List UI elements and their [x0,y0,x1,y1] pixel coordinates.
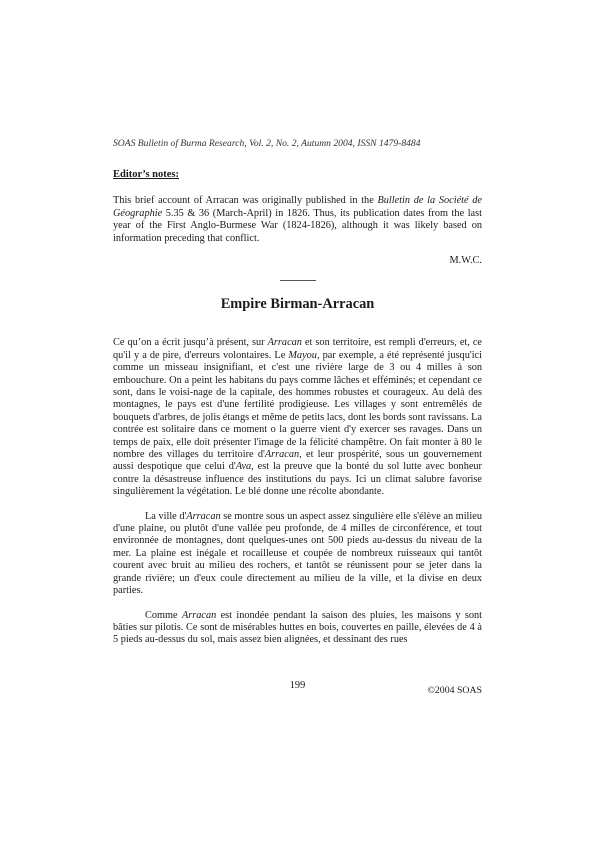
copyright-notice: ©2004 SOAS [427,685,482,696]
section-divider [280,280,316,281]
text-run: est inondée pendant la saison des pluies, les maisons y sont bâties sur pilotis. Ce sont de misérables huttes en bois, couvertes en paille, élevées de 4 à 5 pieds au-dessus du sol, mais assez bien alignées, et dessinant des rues [113,609,482,646]
paragraph [113,337,482,498]
place-name: Ava, [235,461,254,473]
paragraph [113,610,482,647]
editor-signature: M.W.C. [449,255,482,267]
notes-text-part: This brief account of Arracan was originally published in the [113,195,378,206]
text-run: Comme [145,609,182,621]
article-title: Empire Birman-Arracan [220,296,375,313]
place-name: Arracan [267,337,302,349]
notes-text-part: 5.35 & 36 (March-April) in 1826. Thus, its publication dates from the last year of the First Anglo-Burmese War (1824-1826), although it was likely based on information preceding that conflict. [113,207,482,244]
text-run: Ce qu’on a écrit jusqu’à présent, sur [113,337,268,349]
journal-title: Bulletin de la Société de Géographie [113,195,482,219]
place-name: Arracan [186,510,221,522]
text-run: La ville d' [145,510,187,522]
text-run: et leur prospérité, sous un gouvernement aussi despotique que celui d' [113,449,482,473]
place-name: Arracan, [264,449,302,461]
article-body [113,337,482,646]
place-name: Arracan [181,609,217,621]
text-run: et son territoire, est rempli d'erreurs, et, ce qu'il y a de pire, d'erreurs volontaires. Le [113,337,482,361]
page-number: 199 [289,680,306,691]
river-name: Mayou, [288,349,320,361]
text-run: est la preuve que la bonté du sol lutte avec bonheur contre la désastreuse influence des institutions du pays. Ici un climat salubre favorise singulièrement la végétation. Le blé donne une récolte abondante. [113,461,482,498]
citation-header: SOAS Bulletin of Burma Research, Vol. 2, No. 2, Autumn 2004, ISSN 1479-8484 [113,138,421,149]
editor-notes-heading: Editor’s notes: [113,169,180,180]
text-run: se montre sous un aspect assez singulière elle s'élève an milieu d'une plaine, ou plutôt d'une vallée peu profonde, de 4 milles de circonférence, et tout environnée de montagnes, dont quelques-unes ont 500 pieds au-dessus du niveau de la mer. La plaine est inégale et rocailleuse et coupée de nombreux ruisseaux qui tantôt courent avec bruit au milieu des rochers, et tantôt se réunissent pour se jeter dans la grande rivière; un d'eux coule directement au milieu de la ville, et la divise en deux parties. [113,510,482,597]
document-page [113,138,482,659]
editor-notes-text [113,195,482,245]
text-run: par exemple, a été représenté jusqu'ici comme un misseau insignifiant, et c'est une rivière large de 3 ou 4 milles à son embouchure. On a peint les habitans du pays comme lâches et efféminés; et cependant ce sont, dans le voisi-nage de la capitale, des hommes robustes et courageux. Au delà des montagnes, le pays est d'une fertilité prodigieuse. Les villages y sont entremêlés de bouquets d'arbres, de jolis étangs et même de petits lacs, dont les bords sont ravissans. La contrée est solitaire dans ce moment o la guerre vient d'y exercer ses ravages. Dans un temps de paix, elle doit présenter l'image de la félicité champêtre. On fait monter à 80 le nombre des villages du territoire d' [113,349,482,461]
paragraph [113,511,482,598]
